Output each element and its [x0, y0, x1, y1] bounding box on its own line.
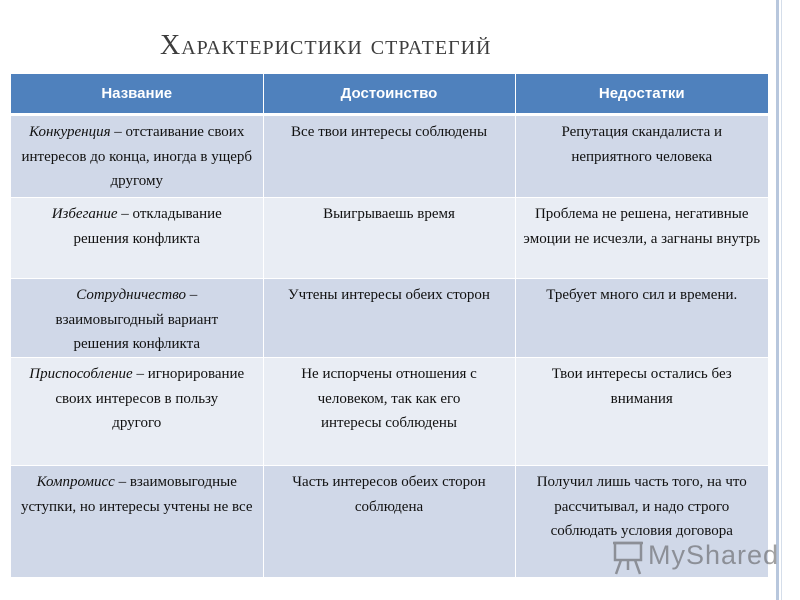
merit-cell: Учтены интересы обеих сторон: [263, 279, 515, 358]
drawback-cell: Репутация скандалиста и неприятного человека: [515, 115, 768, 198]
strategy-name: Приспособление: [29, 366, 133, 382]
watermark-text: MyShared: [648, 540, 780, 570]
strategy-cell: [11, 198, 263, 279]
table-row: [11, 279, 768, 358]
strategy-description: – отстаивание своих интересов до конца, иногда в ущерб другому: [21, 124, 253, 189]
slide-title: Характеристики стратегий: [160, 30, 492, 61]
drawback-cell: Твои интересы остались без внимания: [515, 358, 768, 466]
strategy-name: Конкуренция: [29, 124, 111, 140]
strategy-cell: [11, 466, 263, 578]
merit-cell: Часть интересов обеих сторон соблюдена: [263, 466, 515, 578]
strategies-table: [11, 74, 768, 578]
drawback-cell: Получил лишь часть того, на что рассчитывал, и надо строго соблюдать условия договора: [515, 466, 768, 578]
merit-cell: Все твои интересы соблюдены: [263, 115, 515, 198]
merit-cell: Не испорчены отношения с человеком, так как его интересы соблюдены: [263, 358, 515, 466]
strategy-cell: [11, 115, 263, 198]
table-row: [11, 115, 768, 198]
strategy-cell: [11, 358, 263, 466]
header-drawbacks: Недостатки: [515, 74, 768, 115]
strategy-name: Компромисс: [36, 474, 115, 490]
slide-frame-edge-inner: [781, 0, 782, 600]
strategy-name: Избегание: [51, 206, 118, 222]
myshared-watermark: [612, 540, 780, 576]
header-name: Название: [11, 74, 263, 115]
strategy-description: – игнорирование своих интересов в пользу другого: [55, 366, 245, 431]
table-row: [11, 358, 768, 466]
header-merit: Достоинство: [263, 74, 515, 115]
easel-board-icon: [612, 540, 646, 576]
strategy-description: – взаимовыгодные уступки, но интересы учтены не все: [21, 474, 253, 515]
strategy-description: – взаимовыгодный вариант решения конфликта: [55, 287, 219, 352]
strategy-description: – откладывание решения конфликта: [73, 206, 222, 247]
table-header-row: [11, 74, 768, 115]
strategy-name: Сотрудничество: [76, 287, 187, 303]
slide-frame-edge: [776, 0, 779, 600]
merit-cell: Выигрываешь время: [263, 198, 515, 279]
drawback-cell: Требует много сил и времени.: [515, 279, 768, 358]
drawback-cell: Проблема не решена, негативные эмоции не исчезли, а загнаны внутрь: [515, 198, 768, 279]
strategy-cell: [11, 279, 263, 358]
table-row: [11, 198, 768, 279]
